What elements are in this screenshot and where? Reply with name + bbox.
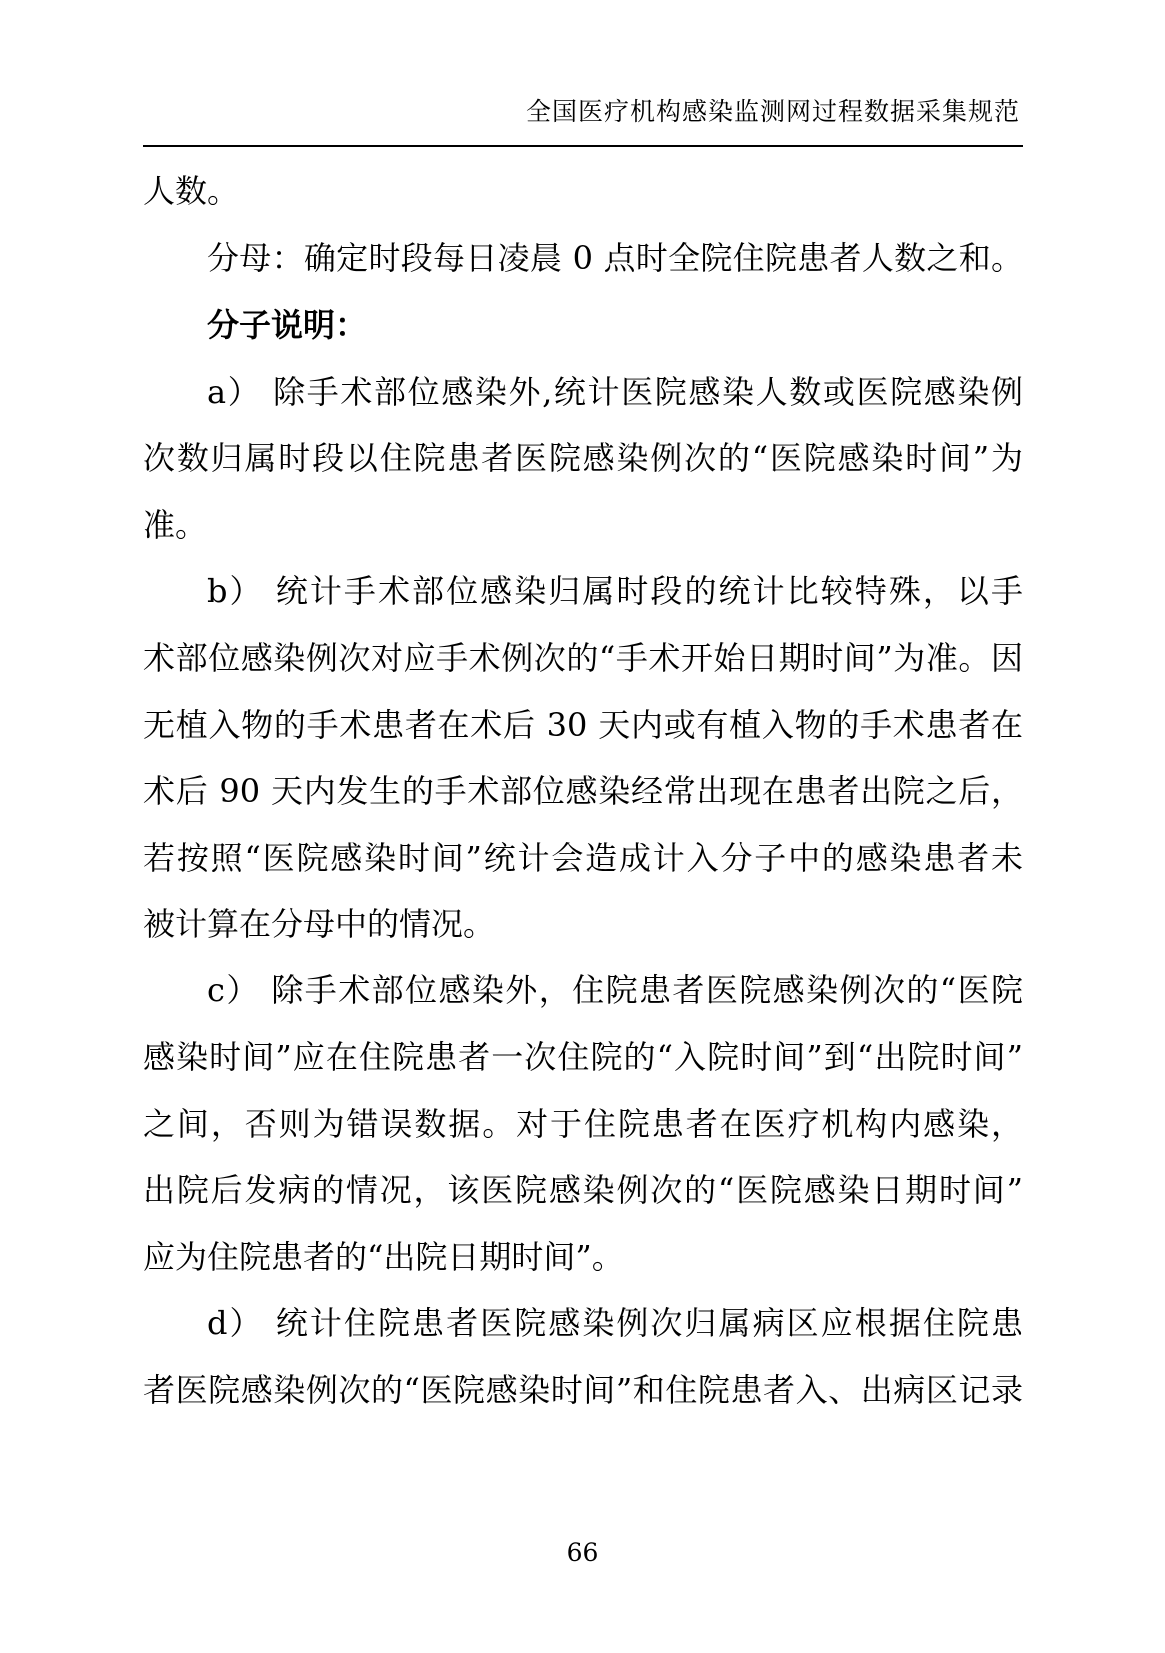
text-line: 之间，否则为错误数据。对于住院患者在医疗机构内感染， <box>143 1105 1023 1143</box>
text-line: 被计算在分母中的情况。 <box>143 905 496 943</box>
text-line: 无植入物的手术患者在术后 30 天内或有植入物的手术患者在 <box>143 706 1023 744</box>
text-line: 准。 <box>143 506 208 544</box>
section-heading: 分子说明： <box>207 306 368 344</box>
page-number: 66 <box>566 1538 599 1567</box>
text-line: 分母：确定时段每日凌晨 0 点时全院住院患者人数之和。 <box>207 239 1023 277</box>
header-rule <box>143 145 1023 147</box>
running-header: 全国医疗机构感染监测网过程数据采集规范 <box>525 97 1020 126</box>
text-line: 出院后发病的情况，该医院感染例次的“医院感染日期时间” <box>143 1171 1023 1209</box>
text-line: d） 统计住院患者医院感染例次归属病区应根据住院患 <box>207 1304 1023 1342</box>
text-line: 感染时间”应在住院患者一次住院的“入院时间”到“出院时间” <box>143 1038 1023 1076</box>
text-line: 术后 90 天内发生的手术部位感染经常出现在患者出院之后， <box>143 772 1023 810</box>
text-line: b） 统计手术部位感染归属时段的统计比较特殊，以手 <box>207 572 1023 610</box>
text-line: 人数。 <box>143 172 240 210</box>
text-line: 者医院感染例次的“医院感染时间”和住院患者入、出病区记录 <box>143 1371 1023 1409</box>
text-line: 术部位感染例次对应手术例次的“手术开始日期时间”为准。因 <box>143 639 1023 677</box>
text-line: c） 除手术部位感染外，住院患者医院感染例次的“医院 <box>207 971 1023 1009</box>
text-line: 应为住院患者的“出院日期时间”。 <box>143 1238 624 1276</box>
text-line: a） 除手术部位感染外,统计医院感染人数或医院感染例 <box>207 373 1023 411</box>
text-line: 次数归属时段以住院患者医院感染例次的“医院感染时间”为 <box>143 439 1023 477</box>
text-line: 若按照“医院感染时间”统计会造成计入分子中的感染患者未 <box>143 839 1023 877</box>
